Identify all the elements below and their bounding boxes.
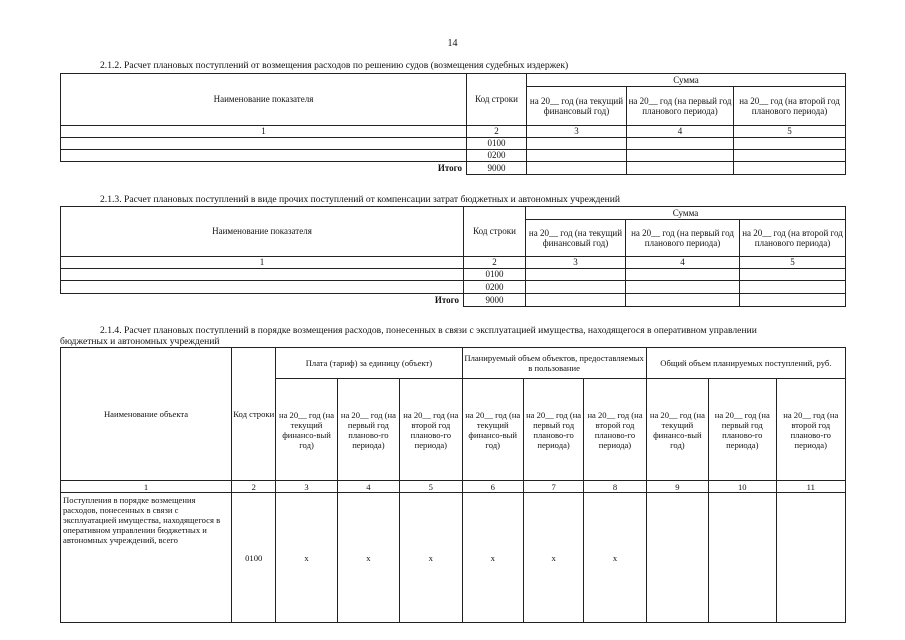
section-214-title-line1: 2.1.4. Расчет плановых поступлений в порядке возмещения расходов, понесенных в связи с эксплуатацией имущества, находящегося в оперативном управлении <box>100 325 757 336</box>
value-cell[interactable] <box>740 294 846 307</box>
col-number: 3 <box>527 126 627 138</box>
header-year-1: на 20__ год (на текущий финансовый год) <box>526 220 626 257</box>
table-213 <box>60 206 846 307</box>
header-fee-group: Плата (тариф) за единицу (объект) <box>276 348 462 379</box>
col-number: 3 <box>276 481 337 493</box>
not-applicable-mark: x <box>276 493 337 623</box>
header-fee-year-3: на 20__ год (на второй год планово-го периода) <box>400 379 462 481</box>
section-212-title: 2.1.2. Расчет плановых поступлений от возмещения расходов по решению судов (возмещения судебных издержек) <box>100 60 569 71</box>
header-total-group: Общий объем планируемых поступлений, руб. <box>646 348 845 379</box>
value-cell[interactable] <box>740 281 846 294</box>
header-total-year-3: на 20__ год (на второй год планово-го периода) <box>776 379 846 481</box>
table-row <box>61 493 846 623</box>
row-code: 0100 <box>232 493 276 623</box>
table-row <box>61 269 846 281</box>
col-number: 11 <box>776 481 846 493</box>
header-code: Код строки <box>232 348 276 481</box>
col-number: 3 <box>526 257 626 269</box>
row-name-cell <box>61 138 467 150</box>
total-row <box>61 162 846 175</box>
header-sum: Сумма <box>527 74 846 87</box>
value-cell[interactable] <box>526 294 626 307</box>
not-applicable-mark: x <box>523 493 583 623</box>
header-year-3: на 20__ год (на второй год планового периода) <box>734 87 846 126</box>
value-cell[interactable] <box>626 281 740 294</box>
total-row <box>61 294 846 307</box>
col-number: 5 <box>740 257 846 269</box>
row-code: 0100 <box>464 269 526 281</box>
header-year-3: на 20__ год (на второй год планового периода) <box>740 220 846 257</box>
header-name: Наименование показателя <box>61 207 464 257</box>
col-number: 1 <box>61 257 464 269</box>
total-label: Итого <box>434 295 459 306</box>
header-total-year-1: на 20__ год (на текущий финансо-вый год) <box>646 379 708 481</box>
value-cell[interactable] <box>527 162 627 175</box>
value-cell[interactable] <box>734 150 846 162</box>
col-number: 4 <box>626 257 740 269</box>
header-code: Код строки <box>464 207 526 257</box>
row-name-cell <box>61 269 464 281</box>
table-row <box>61 150 846 162</box>
not-applicable-mark: x <box>462 493 523 623</box>
col-number: 9 <box>646 481 708 493</box>
header-year-2: на 20__ год (на первый год планового периода) <box>627 87 734 126</box>
col-number: 2 <box>467 126 527 138</box>
col-number: 2 <box>464 257 526 269</box>
header-volume-year-3: на 20__ год (на второй год планово-го периода) <box>584 379 646 481</box>
table-row <box>61 281 846 294</box>
header-fee-year-2: на 20__ год (на первый год планово-го периода) <box>337 379 399 481</box>
header-year-1: на 20__ год (на текущий финансовый год) <box>527 87 627 126</box>
value-cell[interactable] <box>734 162 846 175</box>
col-number: 7 <box>523 481 583 493</box>
col-number: 6 <box>462 481 523 493</box>
value-cell[interactable] <box>526 281 626 294</box>
row-name-cell <box>61 150 467 162</box>
section-214-title-line2: бюджетных и автономных учреждений <box>60 336 220 347</box>
header-volume-year-2: на 20__ год (на первый год планово-го периода) <box>523 379 583 481</box>
header-object-name: Наименование объекта <box>61 348 232 481</box>
total-code: 9000 <box>464 294 526 307</box>
value-cell[interactable] <box>626 294 740 307</box>
header-code: Код строки <box>467 74 527 126</box>
header-year-2: на 20__ год (на первый год планового периода) <box>626 220 740 257</box>
value-cell[interactable] <box>626 269 740 281</box>
value-cell[interactable] <box>627 138 734 150</box>
total-code: 9000 <box>467 162 527 175</box>
row-code: 0200 <box>467 150 527 162</box>
value-cell[interactable] <box>526 269 626 281</box>
value-cell[interactable] <box>776 493 846 623</box>
row-code: 0200 <box>464 281 526 294</box>
row-object-name: Поступления в порядке возмещения расходов, понесенных в связи с эксплуатацией имущества, находящегося в оперативном управлении бюджетных и автономных учреждений, всего <box>61 493 232 623</box>
col-number: 4 <box>627 126 734 138</box>
col-number: 10 <box>709 481 776 493</box>
table-212 <box>60 73 846 175</box>
value-cell[interactable] <box>646 493 708 623</box>
table-214 <box>60 347 846 623</box>
not-applicable-mark: x <box>584 493 646 623</box>
value-cell[interactable] <box>527 138 627 150</box>
table-row <box>61 138 846 150</box>
not-applicable-mark: x <box>400 493 462 623</box>
value-cell[interactable] <box>709 493 776 623</box>
row-code: 0100 <box>467 138 527 150</box>
total-label: Итого <box>437 163 462 174</box>
section-213-title: 2.1.3. Расчет плановых поступлений в виде прочих поступлений от компенсации затрат бюджетных и автономных учреждений <box>100 194 621 205</box>
header-sum: Сумма <box>526 207 846 220</box>
col-number: 8 <box>584 481 646 493</box>
header-volume-group: Планируемый объем объектов, предоставляемых в пользование <box>462 348 646 379</box>
row-name-cell <box>61 281 464 294</box>
value-cell[interactable] <box>527 150 627 162</box>
header-fee-year-1: на 20__ год (на текущий финансо-вый год) <box>276 379 337 481</box>
col-number: 5 <box>400 481 462 493</box>
value-cell[interactable] <box>627 162 734 175</box>
col-number: 1 <box>61 481 232 493</box>
value-cell[interactable] <box>740 269 846 281</box>
page-number: 14 <box>447 38 458 49</box>
not-applicable-mark: x <box>337 493 399 623</box>
header-volume-year-1: на 20__ год (на текущий финансо-вый год) <box>462 379 523 481</box>
value-cell[interactable] <box>734 138 846 150</box>
col-number: 1 <box>61 126 467 138</box>
header-total-year-2: на 20__ год (на первый год планово-го периода) <box>709 379 776 481</box>
col-number: 4 <box>337 481 399 493</box>
col-number: 5 <box>734 126 846 138</box>
header-name: Наименование показателя <box>61 74 467 126</box>
col-number: 2 <box>232 481 276 493</box>
value-cell[interactable] <box>627 150 734 162</box>
